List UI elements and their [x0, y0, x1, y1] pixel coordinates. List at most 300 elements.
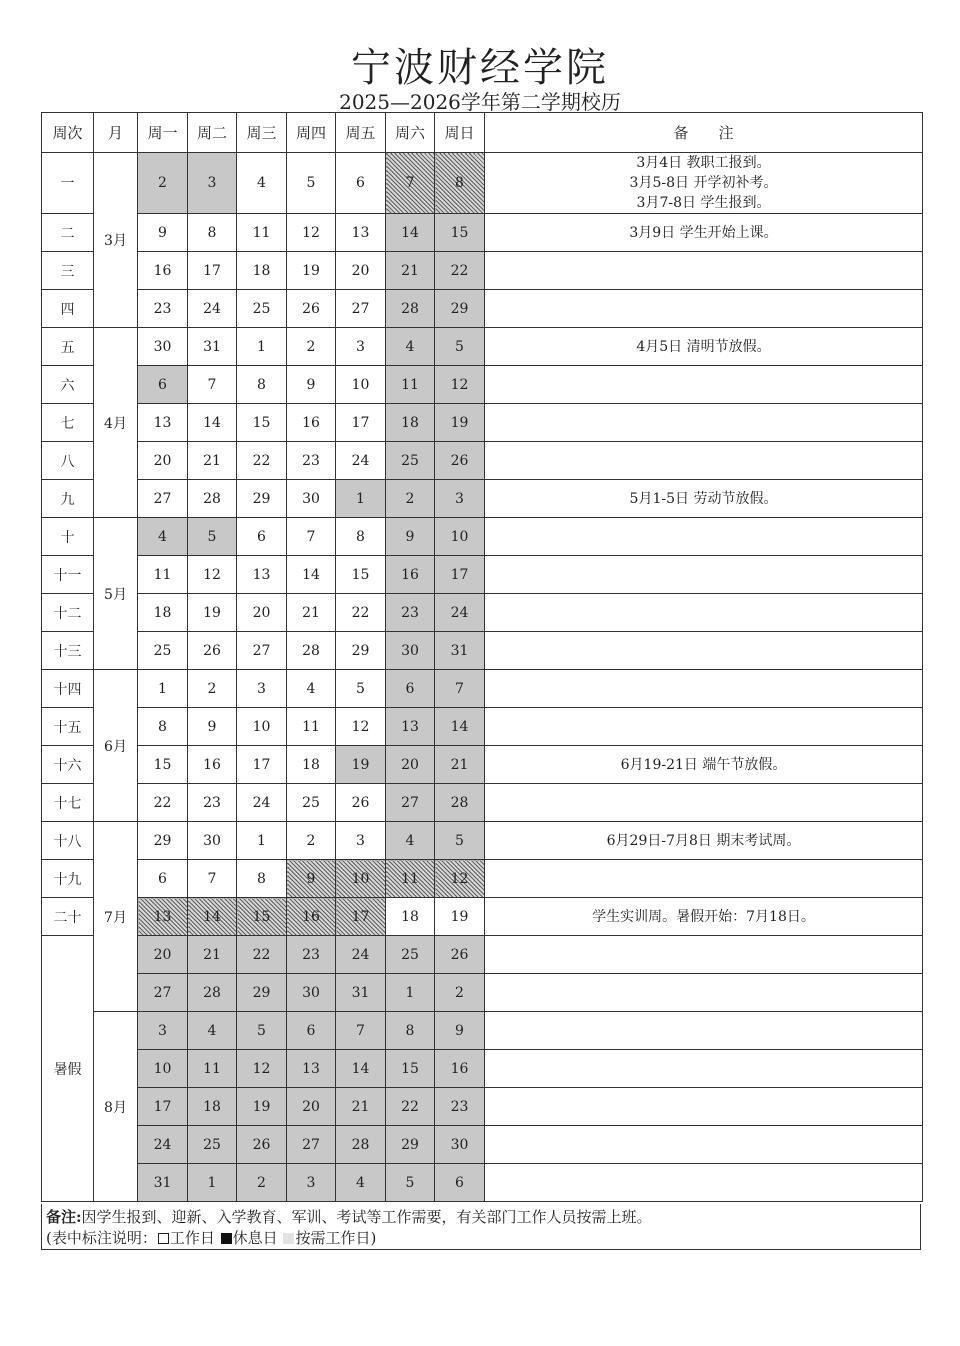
- note-line: 5月1-5日 劳动节放假。: [629, 490, 778, 507]
- day-cell: 8: [237, 860, 287, 898]
- week-row: [42, 480, 923, 518]
- note-cell: [485, 328, 923, 366]
- day-cell: 12: [336, 708, 386, 746]
- week-row: [42, 556, 923, 594]
- day-cell: 15: [336, 556, 386, 594]
- header-thu: 周四: [287, 113, 336, 153]
- header-wed: 周三: [237, 113, 287, 153]
- note-cell: [485, 860, 923, 898]
- day-cell: 7: [435, 670, 485, 708]
- week-row: [42, 1012, 923, 1050]
- day-cell: 24: [188, 290, 237, 328]
- note-cell: [485, 974, 923, 1012]
- month-label: 6月: [94, 670, 138, 822]
- day-cell: 9: [188, 708, 237, 746]
- note-cell: [485, 1050, 923, 1088]
- header-fri: 周五: [336, 113, 386, 153]
- week-row: [42, 442, 923, 480]
- day-cell: 5: [435, 822, 485, 860]
- day-cell: 2: [138, 153, 188, 214]
- day-cell: 30: [386, 632, 435, 670]
- day-cell: 19: [435, 898, 485, 936]
- day-cell: 12: [188, 556, 237, 594]
- week-row: [42, 670, 923, 708]
- day-cell: 1: [237, 328, 287, 366]
- day-cell: 30: [188, 822, 237, 860]
- day-cell: 21: [386, 252, 435, 290]
- day-cell: 12: [435, 366, 485, 404]
- month-label: 8月: [94, 1012, 138, 1202]
- day-cell: 10: [237, 708, 287, 746]
- week-row: [42, 328, 923, 366]
- note-cell: [485, 670, 923, 708]
- day-cell: 4: [336, 1164, 386, 1202]
- day-cell: 30: [287, 480, 336, 518]
- day-cell: 14: [386, 214, 435, 252]
- day-cell: 21: [287, 594, 336, 632]
- legend-rest-square-icon: [221, 1233, 232, 1244]
- day-cell: 25: [138, 632, 188, 670]
- header-month: 月: [94, 113, 138, 153]
- day-cell: 14: [188, 898, 237, 936]
- day-cell: 9: [138, 214, 188, 252]
- week-number: 六: [42, 366, 94, 404]
- note-cell: [485, 632, 923, 670]
- day-cell: 30: [435, 1126, 485, 1164]
- day-cell: 26: [435, 442, 485, 480]
- day-cell: 8: [435, 153, 485, 214]
- week-number: 十五: [42, 708, 94, 746]
- day-cell: 12: [287, 214, 336, 252]
- day-cell: 22: [435, 252, 485, 290]
- day-cell: 13: [336, 214, 386, 252]
- day-cell: 11: [386, 860, 435, 898]
- day-cell: 20: [138, 442, 188, 480]
- week-row: [42, 153, 923, 214]
- note-cell: [485, 1012, 923, 1050]
- day-cell: 13: [138, 898, 188, 936]
- day-cell: 23: [287, 442, 336, 480]
- day-cell: 20: [336, 252, 386, 290]
- week-row: [42, 822, 923, 860]
- day-cell: 2: [188, 670, 237, 708]
- day-cell: 11: [188, 1050, 237, 1088]
- day-cell: 19: [237, 1088, 287, 1126]
- day-cell: 24: [435, 594, 485, 632]
- header-notes: 备 注: [485, 113, 923, 153]
- day-cell: 24: [138, 1126, 188, 1164]
- day-cell: 20: [138, 936, 188, 974]
- day-cell: 25: [386, 936, 435, 974]
- day-cell: 1: [188, 1164, 237, 1202]
- day-cell: 29: [237, 480, 287, 518]
- week-row: [42, 746, 923, 784]
- day-cell: 8: [336, 518, 386, 556]
- day-cell: 23: [188, 784, 237, 822]
- week-number: 十三: [42, 632, 94, 670]
- day-cell: 20: [287, 1088, 336, 1126]
- header-row: [42, 113, 923, 153]
- note-cell: [485, 898, 923, 936]
- legend-ondemand-label: 按需工作日): [295, 1229, 377, 1247]
- day-cell: 30: [138, 328, 188, 366]
- week-number: 暑假: [42, 936, 94, 1202]
- day-cell: 9: [287, 860, 336, 898]
- footer-line-1: [46, 1207, 920, 1228]
- note-cell: [485, 153, 923, 214]
- day-cell: 27: [336, 290, 386, 328]
- day-cell: 7: [188, 366, 237, 404]
- week-row: [42, 290, 923, 328]
- day-cell: 16: [287, 898, 336, 936]
- day-cell: 2: [287, 822, 336, 860]
- day-cell: 27: [386, 784, 435, 822]
- day-cell: 5: [386, 1164, 435, 1202]
- day-cell: 27: [237, 632, 287, 670]
- day-cell: 28: [386, 290, 435, 328]
- day-cell: 19: [188, 594, 237, 632]
- day-cell: 7: [336, 1012, 386, 1050]
- day-cell: 26: [188, 632, 237, 670]
- day-cell: 18: [138, 594, 188, 632]
- day-cell: 4: [237, 153, 287, 214]
- day-cell: 23: [435, 1088, 485, 1126]
- day-cell: 1: [336, 480, 386, 518]
- day-cell: 17: [138, 1088, 188, 1126]
- day-cell: 6: [435, 1164, 485, 1202]
- day-cell: 15: [435, 214, 485, 252]
- note-cell: [485, 480, 923, 518]
- week-row: [42, 1164, 923, 1202]
- day-cell: 28: [287, 632, 336, 670]
- day-cell: 10: [336, 860, 386, 898]
- week-number: 十七: [42, 784, 94, 822]
- note-cell: [485, 366, 923, 404]
- day-cell: 9: [287, 366, 336, 404]
- day-cell: 28: [188, 974, 237, 1012]
- day-cell: 8: [237, 366, 287, 404]
- note-cell: [485, 784, 923, 822]
- note-line: 3月9日 学生开始上课。: [629, 224, 778, 241]
- day-cell: 23: [287, 936, 336, 974]
- day-cell: 31: [435, 632, 485, 670]
- day-cell: 4: [386, 822, 435, 860]
- note-cell: [485, 1088, 923, 1126]
- day-cell: 22: [138, 784, 188, 822]
- week-row: [42, 784, 923, 822]
- day-cell: 22: [237, 442, 287, 480]
- day-cell: 19: [435, 404, 485, 442]
- day-cell: 20: [237, 594, 287, 632]
- week-number: 十一: [42, 556, 94, 594]
- note-cell: [485, 518, 923, 556]
- week-row: [42, 936, 923, 974]
- footer-legend: [46, 1228, 920, 1249]
- footer-text: 因学生报到、迎新、入学教育、军训、考试等工作需要，有关部门工作人员按需上班。: [81, 1208, 652, 1226]
- week-row: [42, 974, 923, 1012]
- day-cell: 21: [336, 1088, 386, 1126]
- day-cell: 15: [237, 404, 287, 442]
- note-line: 3月4日 教职工报到。: [636, 155, 771, 171]
- week-number: 九: [42, 480, 94, 518]
- week-row: [42, 1088, 923, 1126]
- day-cell: 6: [237, 518, 287, 556]
- week-row: [42, 708, 923, 746]
- week-number: 五: [42, 328, 94, 366]
- day-cell: 26: [336, 784, 386, 822]
- day-cell: 29: [386, 1126, 435, 1164]
- day-cell: 3: [188, 153, 237, 214]
- legend-work-square-icon: [158, 1233, 169, 1244]
- day-cell: 17: [336, 404, 386, 442]
- day-cell: 13: [138, 404, 188, 442]
- week-row: [42, 214, 923, 252]
- day-cell: 28: [336, 1126, 386, 1164]
- week-number: 十四: [42, 670, 94, 708]
- day-cell: 2: [386, 480, 435, 518]
- note-cell: [485, 252, 923, 290]
- week-number: 十六: [42, 746, 94, 784]
- day-cell: 14: [435, 708, 485, 746]
- day-cell: 3: [336, 822, 386, 860]
- day-cell: 5: [188, 518, 237, 556]
- legend-prefix: (表中标注说明：: [46, 1229, 157, 1247]
- day-cell: 24: [237, 784, 287, 822]
- day-cell: 11: [287, 708, 336, 746]
- day-cell: 10: [336, 366, 386, 404]
- day-cell: 15: [386, 1050, 435, 1088]
- day-cell: 21: [188, 442, 237, 480]
- day-cell: 16: [287, 404, 336, 442]
- week-row: [42, 594, 923, 632]
- day-cell: 19: [336, 746, 386, 784]
- day-cell: 25: [386, 442, 435, 480]
- day-cell: 3: [435, 480, 485, 518]
- day-cell: 17: [336, 898, 386, 936]
- day-cell: 2: [287, 328, 336, 366]
- day-cell: 12: [435, 860, 485, 898]
- header-mon: 周一: [138, 113, 188, 153]
- day-cell: 2: [237, 1164, 287, 1202]
- day-cell: 29: [336, 632, 386, 670]
- legend-ondemand-square-icon: [283, 1233, 294, 1244]
- day-cell: 6: [138, 860, 188, 898]
- day-cell: 7: [188, 860, 237, 898]
- day-cell: 3: [237, 670, 287, 708]
- day-cell: 1: [386, 974, 435, 1012]
- day-cell: 10: [138, 1050, 188, 1088]
- day-cell: 4: [188, 1012, 237, 1050]
- note-cell: [485, 556, 923, 594]
- footer-notes: [41, 1204, 921, 1250]
- day-cell: 3: [336, 328, 386, 366]
- note-line: 3月7-8日 学生报到。: [636, 195, 771, 211]
- day-cell: 18: [188, 1088, 237, 1126]
- note-line: 6月29日-7月8日 期末考试周。: [606, 832, 801, 849]
- week-row: [42, 1050, 923, 1088]
- note-line: 3月5-8日 开学初补考。: [629, 175, 778, 191]
- day-cell: 7: [386, 153, 435, 214]
- note-cell: [485, 214, 923, 252]
- day-cell: 23: [386, 594, 435, 632]
- day-cell: 14: [287, 556, 336, 594]
- day-cell: 11: [237, 214, 287, 252]
- week-number: 一: [42, 153, 94, 214]
- week-row: [42, 898, 923, 936]
- day-cell: 24: [336, 442, 386, 480]
- day-cell: 12: [237, 1050, 287, 1088]
- note-cell: [485, 822, 923, 860]
- calendar-body: [42, 153, 923, 1202]
- day-cell: 7: [287, 518, 336, 556]
- week-row: [42, 632, 923, 670]
- day-cell: 27: [287, 1126, 336, 1164]
- month-label: 3月: [94, 153, 138, 328]
- week-number: 十九: [42, 860, 94, 898]
- week-number: 二十: [42, 898, 94, 936]
- day-cell: 25: [237, 290, 287, 328]
- note-cell: [485, 290, 923, 328]
- month-label: 5月: [94, 518, 138, 670]
- day-cell: 13: [287, 1050, 336, 1088]
- day-cell: 19: [287, 252, 336, 290]
- day-cell: 6: [287, 1012, 336, 1050]
- note-line: 学生实训周。暑假开始：7月18日。: [592, 908, 815, 925]
- day-cell: 21: [435, 746, 485, 784]
- week-number: 七: [42, 404, 94, 442]
- day-cell: 26: [435, 936, 485, 974]
- note-cell: [485, 1164, 923, 1202]
- note-cell: [485, 936, 923, 974]
- week-row: [42, 860, 923, 898]
- day-cell: 8: [188, 214, 237, 252]
- day-cell: 2: [435, 974, 485, 1012]
- legend-rest-label: 休息日: [232, 1229, 278, 1247]
- day-cell: 22: [237, 936, 287, 974]
- day-cell: 16: [138, 252, 188, 290]
- day-cell: 6: [336, 153, 386, 214]
- day-cell: 3: [138, 1012, 188, 1050]
- day-cell: 20: [386, 746, 435, 784]
- day-cell: 14: [336, 1050, 386, 1088]
- week-row: [42, 518, 923, 556]
- day-cell: 5: [336, 670, 386, 708]
- page-title: 宁波财经学院: [351, 45, 609, 91]
- note-line: 4月5日 清明节放假。: [636, 338, 771, 355]
- day-cell: 15: [237, 898, 287, 936]
- day-cell: 10: [435, 518, 485, 556]
- calendar-table: [41, 112, 923, 1202]
- day-cell: 16: [386, 556, 435, 594]
- legend-work-label: 工作日: [169, 1229, 215, 1247]
- day-cell: 13: [237, 556, 287, 594]
- day-cell: 21: [188, 936, 237, 974]
- week-row: [42, 252, 923, 290]
- day-cell: 4: [287, 670, 336, 708]
- day-cell: 22: [336, 594, 386, 632]
- note-cell: [485, 708, 923, 746]
- day-cell: 30: [287, 974, 336, 1012]
- day-cell: 16: [435, 1050, 485, 1088]
- day-cell: 29: [138, 822, 188, 860]
- day-cell: 27: [138, 974, 188, 1012]
- week-row: [42, 366, 923, 404]
- day-cell: 18: [386, 404, 435, 442]
- day-cell: 17: [435, 556, 485, 594]
- day-cell: 18: [287, 746, 336, 784]
- day-cell: 9: [435, 1012, 485, 1050]
- day-cell: 29: [237, 974, 287, 1012]
- note-line: 6月19-21日 端午节放假。: [620, 756, 787, 773]
- month-label: 7月: [94, 822, 138, 1012]
- day-cell: 31: [336, 974, 386, 1012]
- week-row: [42, 404, 923, 442]
- day-cell: 22: [386, 1088, 435, 1126]
- week-row: [42, 1126, 923, 1164]
- week-number: 十: [42, 518, 94, 556]
- week-number: 十二: [42, 594, 94, 632]
- day-cell: 28: [188, 480, 237, 518]
- day-cell: 14: [188, 404, 237, 442]
- day-cell: 16: [188, 746, 237, 784]
- day-cell: 27: [138, 480, 188, 518]
- week-number: 八: [42, 442, 94, 480]
- day-cell: 29: [435, 290, 485, 328]
- day-cell: 6: [138, 366, 188, 404]
- day-cell: 23: [138, 290, 188, 328]
- header-week: 周次: [42, 113, 94, 153]
- note-cell: [485, 404, 923, 442]
- day-cell: 13: [386, 708, 435, 746]
- week-number: 四: [42, 290, 94, 328]
- day-cell: 6: [386, 670, 435, 708]
- day-cell: 18: [237, 252, 287, 290]
- note-cell: [485, 594, 923, 632]
- day-cell: 18: [386, 898, 435, 936]
- day-cell: 11: [138, 556, 188, 594]
- day-cell: 11: [386, 366, 435, 404]
- day-cell: 17: [237, 746, 287, 784]
- day-cell: 31: [138, 1164, 188, 1202]
- day-cell: 31: [188, 328, 237, 366]
- day-cell: 1: [138, 670, 188, 708]
- note-cell: [485, 1126, 923, 1164]
- page-subtitle: 2025—2026学年第二学期校历: [339, 90, 621, 114]
- day-cell: 15: [138, 746, 188, 784]
- day-cell: 24: [336, 936, 386, 974]
- day-cell: 5: [237, 1012, 287, 1050]
- day-cell: 26: [287, 290, 336, 328]
- header-tue: 周二: [188, 113, 237, 153]
- day-cell: 25: [287, 784, 336, 822]
- day-cell: 5: [435, 328, 485, 366]
- day-cell: 1: [237, 822, 287, 860]
- day-cell: 26: [237, 1126, 287, 1164]
- day-cell: 28: [435, 784, 485, 822]
- header-sat: 周六: [386, 113, 435, 153]
- day-cell: 17: [188, 252, 237, 290]
- week-number: 三: [42, 252, 94, 290]
- week-number: 十八: [42, 822, 94, 860]
- week-number: 二: [42, 214, 94, 252]
- footer-label: 备注:: [46, 1208, 82, 1226]
- month-label: 4月: [94, 328, 138, 518]
- day-cell: 3: [287, 1164, 336, 1202]
- day-cell: 8: [138, 708, 188, 746]
- day-cell: 9: [386, 518, 435, 556]
- note-cell: [485, 442, 923, 480]
- day-cell: 4: [138, 518, 188, 556]
